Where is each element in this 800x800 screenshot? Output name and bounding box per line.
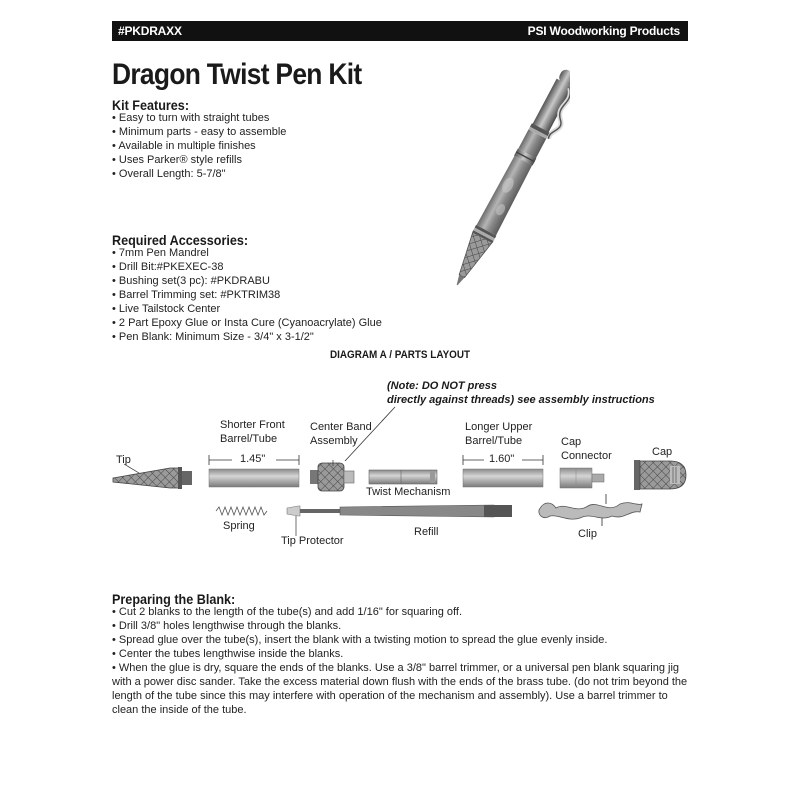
twist-mechanism-image [368, 468, 440, 486]
center-band-image [308, 460, 358, 494]
note-line-2: directly against threads) see assembly instructions [387, 394, 655, 406]
upper-barrel-image [462, 468, 544, 488]
list-item: • Minimum parts - easy to assemble [112, 125, 286, 139]
label-twist-mechanism: Twist Mechanism [366, 486, 451, 498]
list-item: • Easy to turn with straight tubes [112, 111, 286, 125]
required-accessories-heading: Required Accessories: [112, 232, 249, 248]
preparing-list [112, 605, 692, 717]
label-center-band-2: Assembly [310, 435, 358, 447]
pen-photo-image [440, 50, 570, 340]
page-title: Dragon Twist Pen Kit [112, 58, 362, 91]
diagram-note [387, 379, 655, 407]
list-item: • When the glue is dry, square the ends of the blanks. Use a 3/8" barrel trimmer, or a universal pen blank squaring jig with a power disc sander. Take the excess material down flush with the ends of the brass tube. (do not trim beyond the length of the tube since this may interfere with operation of the mechanism and assembly). Use a barrel trimmer to clean the inside of the tube. [112, 661, 692, 717]
label-center-band-1: Center Band [310, 421, 372, 433]
list-item: • 7mm Pen Mandrel [112, 246, 382, 260]
label-cap: Cap [652, 446, 673, 458]
front-barrel-image [208, 468, 300, 488]
label-front-barrel-1: Shorter Front [220, 419, 285, 431]
refill-image [284, 502, 516, 542]
preparing-heading: Preparing the Blank: [112, 591, 236, 607]
list-item: • Available in multiple finishes [112, 139, 286, 153]
list-item: • 2 Part Epoxy Glue or Insta Cure (Cyanoacrylate) Glue [112, 316, 382, 330]
upper-length-value: 1.60" [489, 453, 515, 465]
list-item: • Barrel Trimming set: #PKTRIM38 [112, 288, 382, 302]
label-upper-barrel-1: Longer Upper [465, 421, 533, 433]
kit-features-heading: Kit Features: [112, 97, 190, 113]
product-code: #PKDRAXX [118, 24, 182, 38]
label-front-barrel-2: Barrel/Tube [220, 433, 278, 445]
label-tip: Tip [116, 454, 131, 466]
list-item: • Bushing set(3 pc): #PKDRABU [112, 274, 382, 288]
note-line-1: (Note: DO NOT press [387, 380, 498, 392]
list-item: • Uses Parker® style refills [112, 153, 286, 167]
diagram-title: DIAGRAM A / PARTS LAYOUT [330, 349, 471, 361]
label-upper-barrel-2: Barrel/Tube [465, 435, 523, 447]
cap-connector-image [559, 467, 609, 489]
label-tip-protector: Tip Protector [281, 535, 344, 547]
list-item: • Live Tailstock Center [112, 302, 382, 316]
list-item: • Cut 2 blanks to the length of the tube(s) and add 1/16" for squaring off. [112, 605, 692, 619]
clip-image [536, 492, 646, 528]
brand-name: PSI Woodworking Products [527, 24, 680, 38]
tip-part-image [110, 456, 200, 496]
cap-part-image [632, 458, 688, 492]
label-cap-connector-1: Cap [561, 436, 582, 448]
list-item: • Pen Blank: Minimum Size - 3/4" x 3-1/2" [112, 330, 382, 344]
list-item: • Overall Length: 5-7/8" [112, 167, 286, 181]
list-item: • Center the tubes lengthwise inside the blanks. [112, 647, 692, 661]
front-length-value: 1.45" [240, 453, 266, 465]
list-item: • Drill Bit:#PKEXEC-38 [112, 260, 382, 274]
label-clip: Clip [578, 528, 597, 540]
required-accessories-list [112, 246, 382, 344]
label-cap-connector-2: Connector [561, 450, 612, 462]
spring-image [214, 505, 270, 517]
list-item: • Drill 3/8" holes lengthwise through the blanks. [112, 619, 692, 633]
kit-features-list [112, 111, 286, 181]
header-bar [112, 21, 688, 41]
label-refill: Refill [414, 526, 439, 538]
list-item: • Spread glue over the tube(s), insert the blank with a twisting motion to spread the glue evenly inside. [112, 633, 692, 647]
label-spring: Spring [223, 520, 255, 532]
